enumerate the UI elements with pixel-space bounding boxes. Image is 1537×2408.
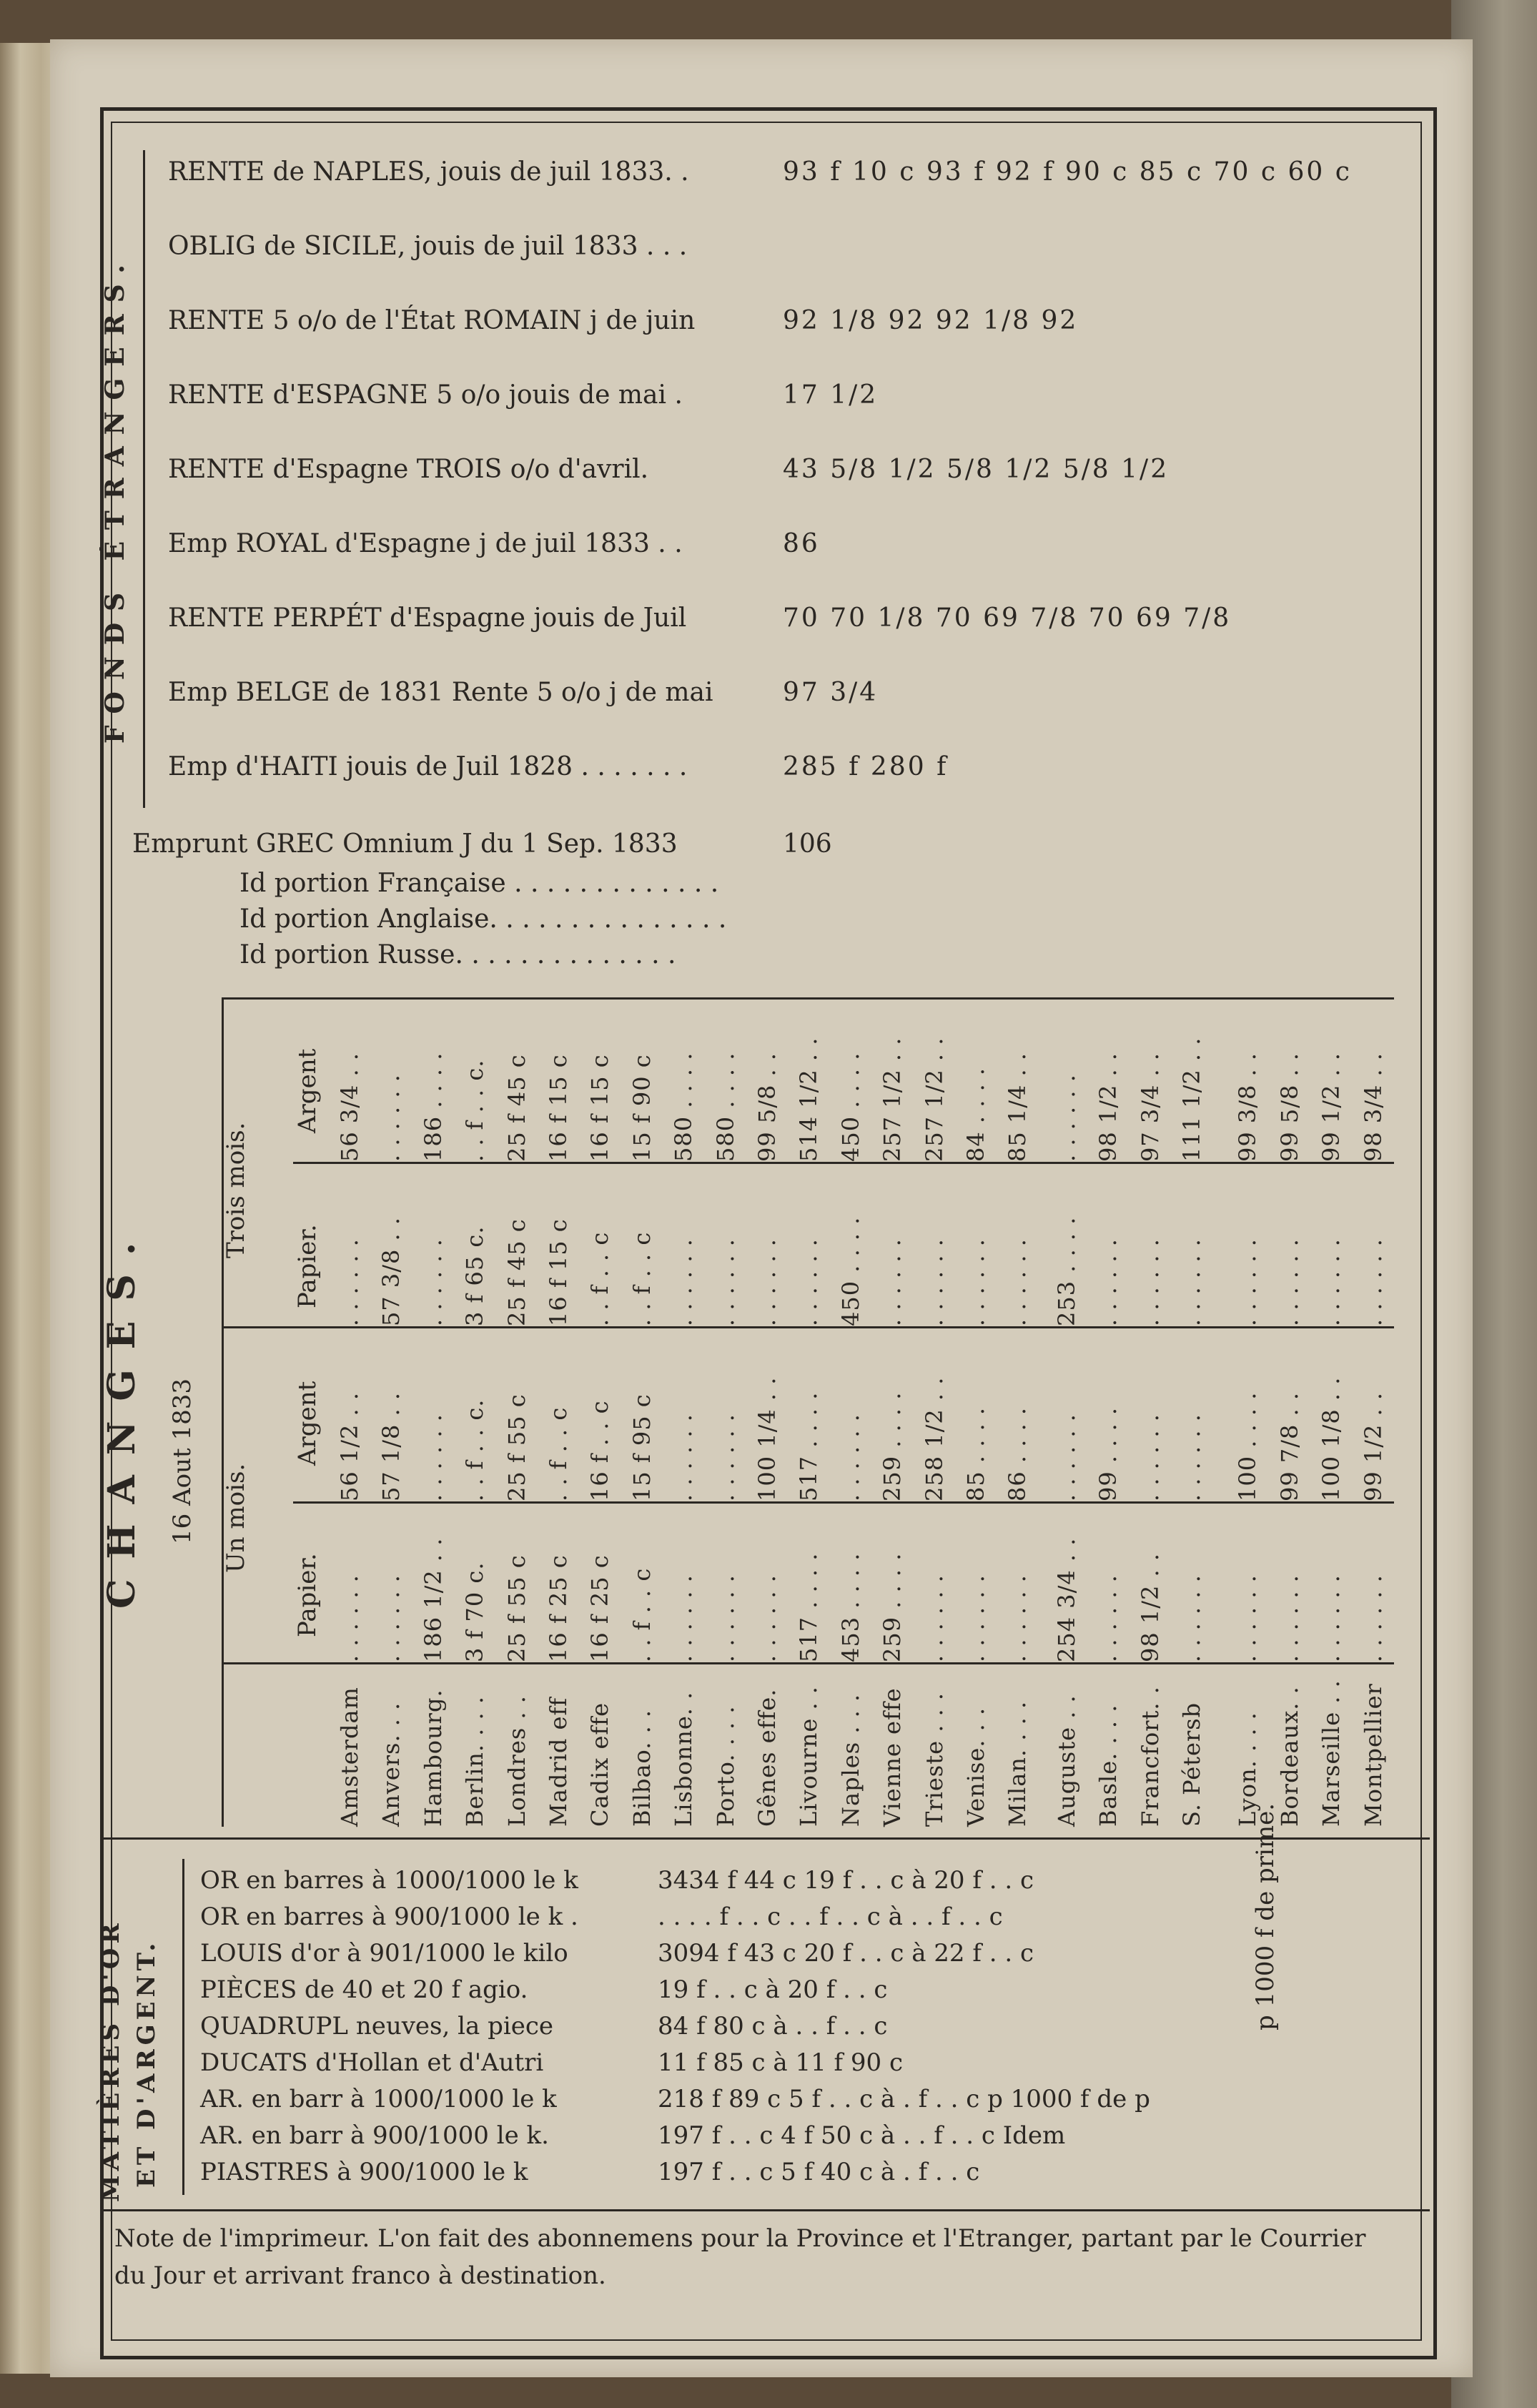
rate-cell: . . . . . . xyxy=(920,1574,948,1662)
rate-cell: 99 5/8 . . xyxy=(753,1052,781,1162)
matieres-title-1: MATIÈRES D'OR xyxy=(97,1919,125,2202)
emprunt-grec-portion-3: Id portion Russe. . . . . . . . . . . . . . xyxy=(239,940,676,969)
city-name: Trieste . . . xyxy=(920,1692,948,1827)
rate-cell: . . . . . . xyxy=(1318,1574,1345,1662)
city-name: Auguste . . xyxy=(1052,1694,1080,1827)
emprunt-grec-portion-2: Id portion Anglaise. . . . . . . . . . . . . . . xyxy=(239,904,727,934)
rate-cell: 98 3/4 . . xyxy=(1359,1052,1387,1162)
rate-cell: 99 1/2 . . xyxy=(1318,1052,1345,1162)
note-top-rule xyxy=(100,2209,1430,2211)
city-name: Hambourg. xyxy=(419,1689,447,1827)
fonds-row-value: 43 5/8 1/2 5/8 1/2 5/8 1/2 xyxy=(783,455,1170,484)
rate-cell: . . . . . . xyxy=(1094,1238,1122,1326)
rate-cell: 257 1/2 . . xyxy=(920,1037,948,1162)
rate-cell: . . . . . . xyxy=(1234,1574,1262,1662)
rate-cell: . . . . . . xyxy=(1004,1238,1032,1326)
changes-title: CHANGES. xyxy=(100,1222,144,1609)
rate-cell: 259 . . . . xyxy=(879,1391,906,1501)
city-name: Livourne . . xyxy=(795,1686,823,1827)
city-name: Francfort. . xyxy=(1136,1686,1164,1827)
city-name: Lyon. . . . xyxy=(1234,1712,1262,1827)
rate-cell: . . . . . . xyxy=(1275,1574,1303,1662)
matiere-row-name: AR. en barr à 1000/1000 le k xyxy=(200,2085,557,2113)
rate-cell: . . . . . . xyxy=(1052,1413,1080,1501)
rate-cell: 25 f 55 c xyxy=(503,1554,530,1662)
fonds-row-value: 86 xyxy=(783,529,820,558)
rate-cell: 186 1/2 . . xyxy=(419,1537,447,1662)
rate-cell: . . . . . . xyxy=(711,1238,739,1326)
rate-cell: 450 . . . . xyxy=(836,1216,864,1326)
rate-cell: 25 f 45 c xyxy=(503,1218,530,1326)
rate-cell: . . . . . . xyxy=(1136,1413,1164,1501)
rate-cell: . . . . . . xyxy=(1318,1238,1345,1326)
rate-cell: 97 3/4 . . xyxy=(1136,1052,1164,1162)
fonds-etrangers-list xyxy=(168,157,1412,815)
rate-cell: 16 f 25 c xyxy=(545,1554,572,1662)
city-name: Cadix effe xyxy=(586,1702,614,1827)
rate-cell: 100 . . . . xyxy=(1234,1391,1262,1501)
rate-cell: . . . . . . xyxy=(753,1238,781,1326)
fonds-row-value: 93 f 10 c 93 f 92 f 90 c 85 c 70 c 60 c xyxy=(783,157,1352,187)
city-name: S. Pétersb xyxy=(1178,1702,1205,1827)
rate-cell: . . . . . . xyxy=(1178,1574,1205,1662)
rate-cell: 3 f 70 c. xyxy=(461,1561,489,1662)
rate-cell: . . . . . . xyxy=(670,1413,698,1501)
rate-cell: 57 1/8 . . xyxy=(377,1391,405,1501)
city-name: Vienne effe xyxy=(879,1687,906,1827)
rate-cell: 98 1/2 . . xyxy=(1136,1552,1164,1662)
rate-cell: . . f . . c xyxy=(545,1406,572,1501)
rate-cell: . . . . . . xyxy=(377,1074,405,1162)
matiere-row-value: 3434 f 44 c 19 f . . c à 20 f . . c xyxy=(658,1866,1034,1895)
fonds-row-value: 70 70 1/8 70 69 7/8 70 69 7/8 xyxy=(783,603,1232,633)
rate-cell: . . . . . . xyxy=(377,1574,405,1662)
rate-cell: 514 1/2 . . xyxy=(795,1037,823,1162)
rate-cell: 517 . . . . xyxy=(795,1552,823,1662)
prime-label: p 1000 f de prime. xyxy=(1251,1802,1280,2030)
rate-cell: 16 f . . c xyxy=(586,1400,614,1501)
city-name: Anvers. . . xyxy=(377,1702,405,1827)
rate-cell: . . f . . c xyxy=(628,1567,656,1662)
rate-cell: 25 f 45 c xyxy=(503,1054,530,1162)
matiere-row-name: AR. en barr à 900/1000 le k. xyxy=(200,2121,549,2150)
rate-cell: . . . . . . xyxy=(711,1574,739,1662)
city-name: Londres . . xyxy=(503,1695,530,1827)
matiere-row-value: . . . . f . . c . . f . . c à . . f . . c xyxy=(658,1903,1003,1931)
matiere-row-value: 19 f . . c à 20 f . . c xyxy=(658,1975,888,2004)
rate-cell: . . f . . c. xyxy=(461,1398,489,1501)
trois-mois-argent-label: Argent xyxy=(293,1048,322,1133)
rate-cell: 111 1/2 . . xyxy=(1178,1037,1205,1162)
matiere-row-value: 3094 f 43 c 20 f . . c à 22 f . . c xyxy=(658,1939,1034,1968)
city-name: Bordeaux. . xyxy=(1275,1686,1303,1827)
rate-cell: . . . . . . xyxy=(920,1238,948,1326)
trois-mois-label: Trois mois. xyxy=(222,1122,250,1258)
rate-cell: 258 1/2 . . xyxy=(920,1376,948,1501)
rate-cell: 85 1/4 . . xyxy=(1004,1052,1032,1162)
fonds-row-value: 17 1/2 xyxy=(783,380,879,410)
fonds-row-name: Emp ROYAL d'Espagne j de juil 1833 . . xyxy=(168,529,683,558)
city-name: Porto. . . . xyxy=(711,1705,739,1827)
rate-cell: 253 . . . . xyxy=(1052,1216,1080,1326)
changes-bottom-rule xyxy=(100,1837,1430,1840)
changes-date: 16 Aout 1833 xyxy=(168,1378,197,1544)
rate-cell: 15 f 90 c xyxy=(628,1054,656,1162)
rate-cell: . . . . . . xyxy=(1094,1574,1122,1662)
rate-cell: . . . . . . xyxy=(1359,1238,1387,1326)
rate-cell: . . . . . . xyxy=(1275,1238,1303,1326)
changes-table xyxy=(336,1001,1394,1830)
city-name: Madrid eff xyxy=(545,1697,572,1827)
city-name: Amsterdam xyxy=(336,1687,363,1827)
rate-cell: 99 3/8 . . xyxy=(1234,1052,1262,1162)
rate-cell: . . . . . . xyxy=(336,1238,363,1326)
rate-cell: . . . . . . xyxy=(836,1413,864,1501)
fonds-row-name: RENTE de NAPLES, jouis de juil 1833. . xyxy=(168,157,689,187)
fonds-row-value: 97 3/4 xyxy=(783,678,879,707)
emprunt-grec-value: 106 xyxy=(783,829,832,859)
city-name: Basle. . . . xyxy=(1094,1704,1122,1827)
fonds-etrangers-title: FONDS ÉTRANGERS. xyxy=(100,253,130,744)
fonds-row-name: OBLIG de SICILE, jouis de juil 1833 . . . xyxy=(168,232,688,261)
city-name: Venise. . . xyxy=(962,1707,989,1827)
rate-cell: . . . . . . xyxy=(1136,1238,1164,1326)
rate-cell: 3 f 65 c. xyxy=(461,1225,489,1326)
rate-cell: . . . . . . xyxy=(1178,1238,1205,1326)
matiere-row-name: OR en barres à 1000/1000 le k xyxy=(200,1866,578,1895)
matiere-row-value: 218 f 89 c 5 f . . c à . f . . c p 1000 f de p xyxy=(658,2085,1150,2113)
city-name: Bilbao. . . xyxy=(628,1709,656,1827)
un-mois-papier-label: Papier. xyxy=(293,1553,322,1637)
rate-cell: 84 . . . . xyxy=(962,1067,989,1162)
matiere-row-value: 197 f . . c 4 f 50 c à . . f . . c Idem xyxy=(658,2121,1066,2150)
rate-cell: 453 . . . . xyxy=(836,1552,864,1662)
rate-cell: . . . . . . xyxy=(1359,1574,1387,1662)
un-mois-label: Un mois. xyxy=(222,1463,250,1573)
fonds-row-name: RENTE PERPÉT d'Espagne jouis de Juil xyxy=(168,603,687,633)
city-name: Montpellier xyxy=(1359,1683,1387,1827)
rate-cell: . . . . . . xyxy=(419,1238,447,1326)
rate-cell: . . . . . . xyxy=(962,1574,989,1662)
rate-cell: 85 . . . . xyxy=(962,1406,989,1501)
fonds-divider xyxy=(143,150,145,808)
rate-cell: 16 f 25 c xyxy=(586,1554,614,1662)
rate-cell: . . f . . c. xyxy=(461,1059,489,1162)
rate-cell: . . . . . . xyxy=(795,1238,823,1326)
rate-cell: 98 1/2 . . xyxy=(1094,1052,1122,1162)
rate-cell: 517 . . . . xyxy=(795,1391,823,1501)
printer-note: Note de l'imprimeur. L'on fait des abonnemens pour la Province et l'Etranger, partant par le Courrier du Jour et arrivant franco à destination. xyxy=(114,2224,1366,2290)
fonds-row-name: RENTE 5 o/o de l'État ROMAIN j de juin xyxy=(168,306,696,335)
matiere-row-value: 84 f 80 c à . . f . . c xyxy=(658,2012,888,2041)
un-mois-argent-label: Argent xyxy=(293,1381,322,1466)
fonds-row-name: Emp d'HAITI jouis de Juil 1828 . . . . . . . xyxy=(168,752,688,781)
matieres-divider xyxy=(182,1859,184,2195)
rate-cell: . . . . . . xyxy=(879,1238,906,1326)
city-name: Naples . . . xyxy=(836,1693,864,1827)
rate-cell: 56 1/2 . . xyxy=(336,1391,363,1501)
rate-cell: 259 . . . . xyxy=(879,1552,906,1662)
rate-cell: . . . . . . xyxy=(670,1238,698,1326)
matiere-row-name: PIASTRES à 900/1000 le k xyxy=(200,2158,528,2186)
rate-cell: . . . . . . xyxy=(1052,1074,1080,1162)
rate-cell: . . . . . . xyxy=(711,1413,739,1501)
rate-cell: 16 f 15 c xyxy=(586,1054,614,1162)
rate-cell: . . . . . . xyxy=(336,1574,363,1662)
rate-cell: 86 . . . . xyxy=(1004,1406,1032,1501)
rate-cell: . . . . . . xyxy=(670,1574,698,1662)
rate-cell: 254 3/4 . . xyxy=(1052,1537,1080,1662)
rate-cell: 100 1/4 . . xyxy=(753,1376,781,1501)
city-name: Gênes effe. xyxy=(753,1688,781,1827)
rate-cell: 450 . . . . xyxy=(836,1052,864,1162)
matiere-row-value: 197 f . . c 5 f 40 c à . f . . c xyxy=(658,2158,980,2186)
rate-cell: 16 f 15 c xyxy=(545,1054,572,1162)
rate-cell: . . . . . . xyxy=(962,1238,989,1326)
matiere-row-name: QUADRUPL neuves, la piece xyxy=(200,2012,553,2041)
matiere-row-name: DUCATS d'Hollan et d'Autri xyxy=(200,2048,544,2077)
trois-mois-papier-label: Papier. xyxy=(293,1224,322,1308)
rate-cell: 16 f 15 c xyxy=(545,1218,572,1326)
fonds-row-name: Emp BELGE de 1831 Rente 5 o/o j de mai xyxy=(168,678,713,707)
rate-cell: 257 1/2 . . xyxy=(879,1037,906,1162)
rate-cell: 99 . . . . xyxy=(1094,1406,1122,1501)
matiere-row-name: PIÈCES de 40 et 20 f agio. xyxy=(200,1975,528,2004)
rate-cell: 57 3/8 . . xyxy=(377,1216,405,1326)
changes-top-rule xyxy=(222,997,1394,1000)
rate-cell: 580 . . . . xyxy=(711,1052,739,1162)
fonds-row-name: RENTE d'Espagne TROIS o/o d'avril. xyxy=(168,455,649,484)
fonds-row-value: 92 1/8 92 92 1/8 92 xyxy=(783,306,1079,335)
rate-cell: 99 5/8 . . xyxy=(1275,1052,1303,1162)
rate-cell: 99 7/8 . . xyxy=(1275,1391,1303,1501)
matieres-list xyxy=(200,1866,1415,2202)
city-name: Lisbonne. . xyxy=(670,1691,698,1827)
city-name: Milan. . . . xyxy=(1004,1700,1032,1827)
matiere-row-name: OR en barres à 900/1000 le k . xyxy=(200,1903,578,1931)
city-name: Berlin. . . . xyxy=(461,1695,489,1827)
rate-cell: 580 . . . . xyxy=(670,1052,698,1162)
rate-cell: 56 3/4 . . xyxy=(336,1052,363,1162)
rate-cell: . . . . . . xyxy=(1004,1574,1032,1662)
rate-cell: 100 1/8 . . xyxy=(1318,1376,1345,1501)
emprunt-grec-portion-1: Id portion Française . . . . . . . . . . . . . xyxy=(239,869,719,898)
rate-cell: . . . . . . xyxy=(753,1574,781,1662)
matiere-row-value: 11 f 85 c à 11 f 90 c xyxy=(658,2048,904,2077)
fonds-row-value: 285 f 280 f xyxy=(783,752,949,781)
rate-cell: . . . . . . xyxy=(1234,1238,1262,1326)
rate-cell: . . f . . c xyxy=(628,1231,656,1326)
city-name: Marseille . . xyxy=(1318,1679,1345,1827)
matieres-title-2: ET D'ARGENT. xyxy=(132,1938,161,2188)
matiere-row-name: LOUIS d'or à 901/1000 le kilo xyxy=(200,1939,568,1968)
rate-cell: 25 f 55 c xyxy=(503,1393,530,1501)
rate-cell: . . . . . . xyxy=(1178,1413,1205,1501)
rate-cell: 186 . . . . xyxy=(419,1052,447,1162)
fonds-row-name: RENTE d'ESPAGNE 5 o/o jouis de mai . xyxy=(168,380,683,410)
rate-cell: . . . . . . xyxy=(419,1413,447,1501)
rate-cell: 99 1/2 . . xyxy=(1359,1391,1387,1501)
emprunt-grec-title: Emprunt GREC Omnium J du 1 Sep. 1833 xyxy=(132,829,678,859)
rate-cell: 15 f 95 c xyxy=(628,1393,656,1501)
rate-cell: . . f . . c xyxy=(586,1231,614,1326)
